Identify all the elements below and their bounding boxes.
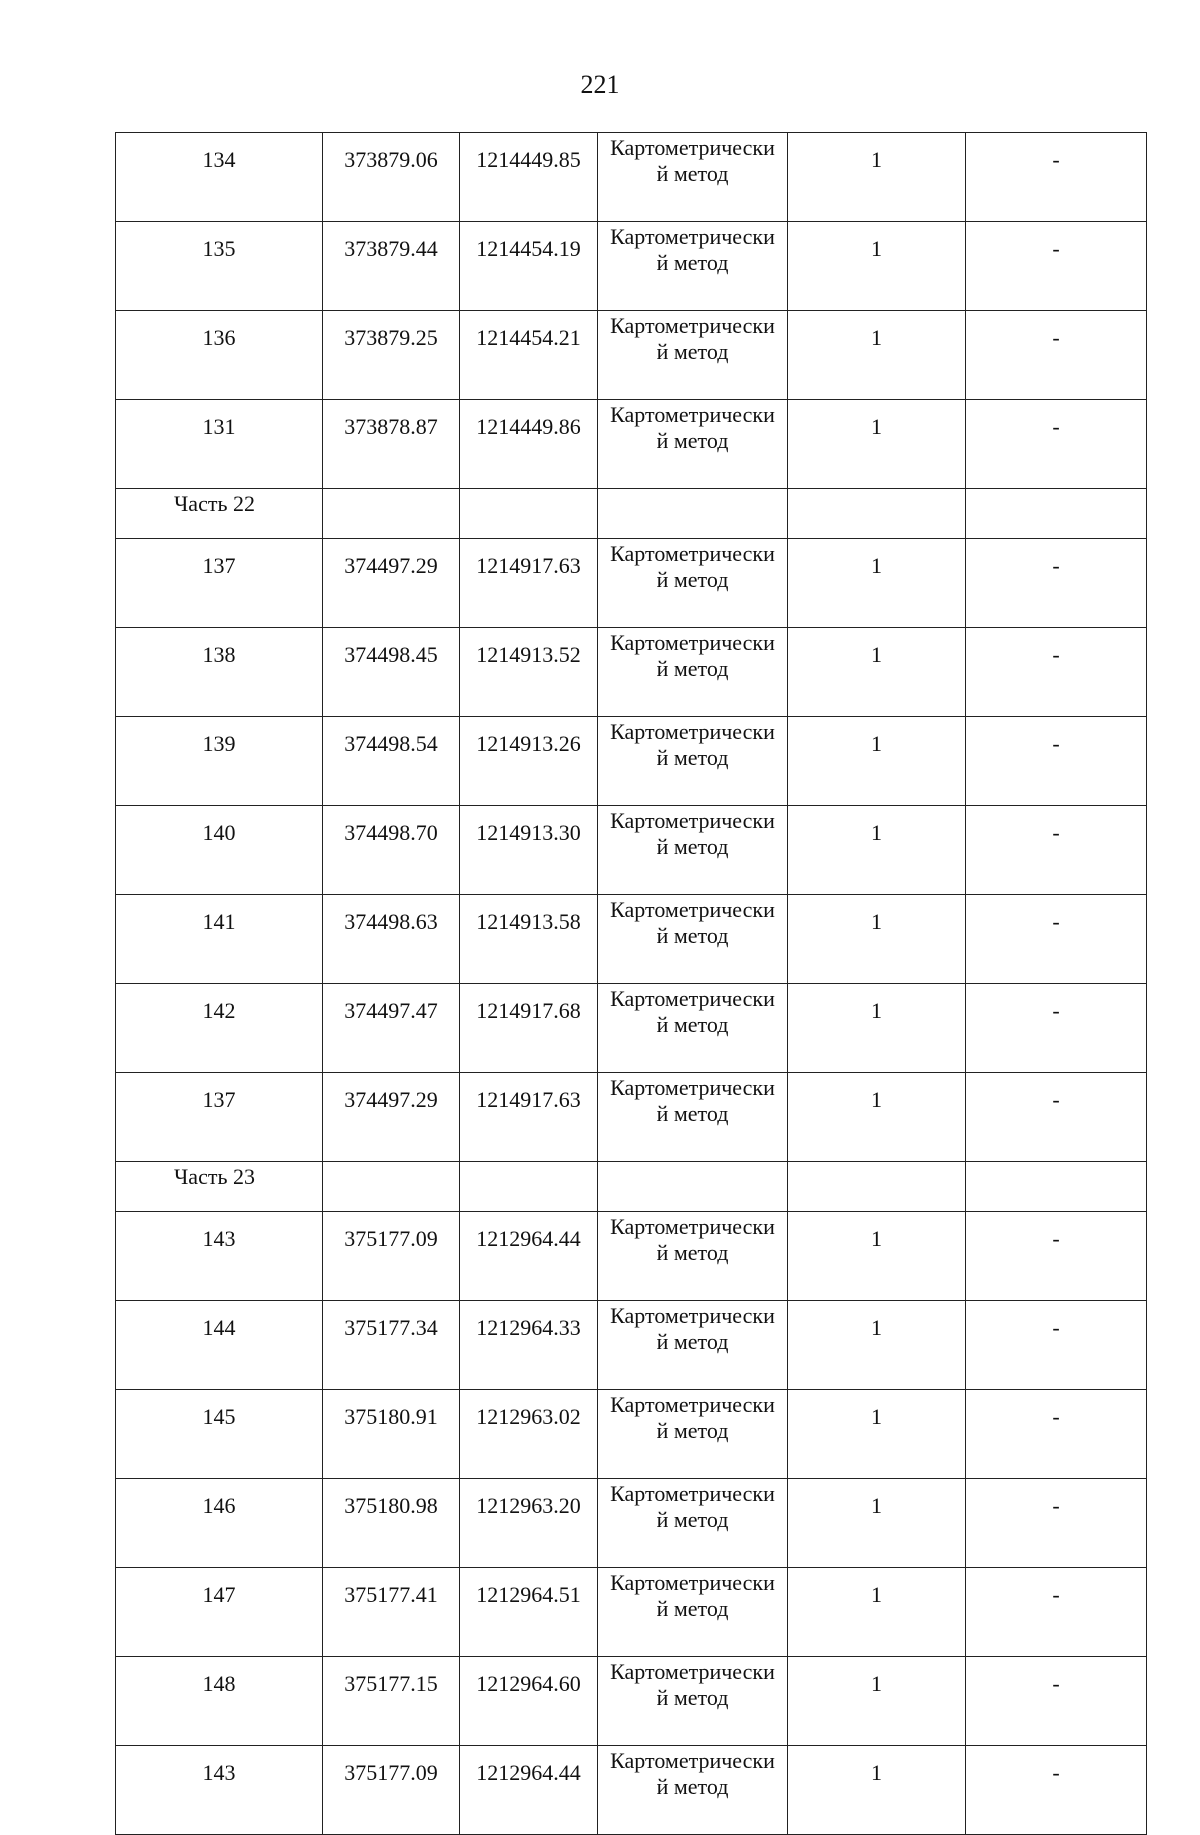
point-number-cell: 145	[116, 1390, 323, 1479]
point-number-cell: 146	[116, 1479, 323, 1568]
method-cell	[598, 717, 788, 806]
table-row	[116, 1390, 1147, 1479]
empty-cell	[460, 489, 598, 539]
note-cell: -	[966, 1568, 1147, 1657]
method-line-1: Картометрически	[610, 1075, 775, 1100]
y-coordinate-cell: 1212964.44	[460, 1746, 598, 1835]
method-cell	[598, 1568, 788, 1657]
point-number-cell: 147	[116, 1568, 323, 1657]
accuracy-cell: 1	[788, 1479, 966, 1568]
note-cell: -	[966, 1301, 1147, 1390]
method-line-1: Картометрически	[610, 402, 775, 427]
table-row	[116, 1301, 1147, 1390]
note-cell: -	[966, 1073, 1147, 1162]
table-row	[116, 628, 1147, 717]
note-cell: -	[966, 1479, 1147, 1568]
accuracy-cell: 1	[788, 1212, 966, 1301]
note-cell: -	[966, 222, 1147, 311]
point-number-cell: 131	[116, 400, 323, 489]
method-cell	[598, 1301, 788, 1390]
method-line-2: й метод	[656, 834, 729, 859]
method-line-1: Картометрически	[610, 1659, 775, 1684]
accuracy-cell: 1	[788, 400, 966, 489]
accuracy-cell: 1	[788, 1657, 966, 1746]
method-line-1: Картометрически	[610, 1481, 775, 1506]
y-coordinate-cell: 1214454.19	[460, 222, 598, 311]
method-line-1: Картометрически	[610, 630, 775, 655]
table-row	[116, 1073, 1147, 1162]
method-line-2: й метод	[656, 250, 729, 275]
method-cell	[598, 806, 788, 895]
method-line-2: й метод	[656, 1012, 729, 1037]
note-cell: -	[966, 806, 1147, 895]
note-cell: -	[966, 1212, 1147, 1301]
accuracy-cell: 1	[788, 806, 966, 895]
method-line-2: й метод	[656, 339, 729, 364]
part-label: Часть 22	[116, 489, 323, 539]
method-cell	[598, 984, 788, 1073]
note-cell: -	[966, 895, 1147, 984]
table-body	[116, 133, 1147, 1835]
point-number-cell: 140	[116, 806, 323, 895]
point-number-cell: 137	[116, 539, 323, 628]
table-row	[116, 400, 1147, 489]
method-line-2: й метод	[656, 1418, 729, 1443]
method-line-2: й метод	[656, 428, 729, 453]
y-coordinate-cell: 1212964.44	[460, 1212, 598, 1301]
x-coordinate-cell: 375177.09	[323, 1746, 460, 1835]
x-coordinate-cell: 375177.15	[323, 1657, 460, 1746]
method-cell	[598, 311, 788, 400]
accuracy-cell: 1	[788, 717, 966, 806]
method-cell	[598, 1073, 788, 1162]
accuracy-cell: 1	[788, 628, 966, 717]
y-coordinate-cell: 1214913.58	[460, 895, 598, 984]
accuracy-cell: 1	[788, 984, 966, 1073]
y-coordinate-cell: 1214454.21	[460, 311, 598, 400]
x-coordinate-cell: 374498.45	[323, 628, 460, 717]
method-cell	[598, 539, 788, 628]
y-coordinate-cell: 1212964.51	[460, 1568, 598, 1657]
accuracy-cell: 1	[788, 539, 966, 628]
table-row	[116, 311, 1147, 400]
table-row	[116, 1657, 1147, 1746]
y-coordinate-cell: 1214449.85	[460, 133, 598, 222]
method-line-1: Картометрически	[610, 1570, 775, 1595]
x-coordinate-cell: 373878.87	[323, 400, 460, 489]
note-cell: -	[966, 539, 1147, 628]
point-number-cell: 136	[116, 311, 323, 400]
part-header-row	[116, 1162, 1147, 1212]
method-line-1: Картометрически	[610, 135, 775, 160]
method-line-1: Картометрически	[610, 313, 775, 338]
point-number-cell: 143	[116, 1212, 323, 1301]
x-coordinate-cell: 373879.06	[323, 133, 460, 222]
note-cell: -	[966, 400, 1147, 489]
method-line-1: Картометрически	[610, 224, 775, 249]
note-cell: -	[966, 717, 1147, 806]
x-coordinate-cell: 375177.41	[323, 1568, 460, 1657]
point-number-cell: 144	[116, 1301, 323, 1390]
method-line-1: Картометрически	[610, 986, 775, 1011]
y-coordinate-cell: 1212964.33	[460, 1301, 598, 1390]
table-row	[116, 717, 1147, 806]
point-number-cell: 137	[116, 1073, 323, 1162]
method-line-2: й метод	[656, 1685, 729, 1710]
note-cell: -	[966, 311, 1147, 400]
method-line-2: й метод	[656, 161, 729, 186]
note-cell: -	[966, 984, 1147, 1073]
y-coordinate-cell: 1214913.30	[460, 806, 598, 895]
part-header-row	[116, 489, 1147, 539]
method-line-2: й метод	[656, 1507, 729, 1532]
accuracy-cell: 1	[788, 133, 966, 222]
method-line-1: Картометрически	[610, 897, 775, 922]
y-coordinate-cell: 1214917.63	[460, 1073, 598, 1162]
note-cell: -	[966, 133, 1147, 222]
accuracy-cell: 1	[788, 1568, 966, 1657]
x-coordinate-cell: 374498.63	[323, 895, 460, 984]
method-line-1: Картометрически	[610, 808, 775, 833]
x-coordinate-cell: 374497.29	[323, 1073, 460, 1162]
method-line-2: й метод	[656, 745, 729, 770]
y-coordinate-cell: 1214449.86	[460, 400, 598, 489]
method-line-1: Картометрически	[610, 1303, 775, 1328]
note-cell: -	[966, 1657, 1147, 1746]
y-coordinate-cell: 1212963.20	[460, 1479, 598, 1568]
x-coordinate-cell: 375180.91	[323, 1390, 460, 1479]
table-row	[116, 222, 1147, 311]
empty-cell	[966, 1162, 1147, 1212]
note-cell: -	[966, 1390, 1147, 1479]
method-cell	[598, 628, 788, 717]
table-row	[116, 133, 1147, 222]
table-row	[116, 984, 1147, 1073]
x-coordinate-cell: 373879.44	[323, 222, 460, 311]
empty-cell	[788, 1162, 966, 1212]
y-coordinate-cell: 1212963.02	[460, 1390, 598, 1479]
empty-cell	[323, 489, 460, 539]
note-cell: -	[966, 1746, 1147, 1835]
point-number-cell: 148	[116, 1657, 323, 1746]
accuracy-cell: 1	[788, 1746, 966, 1835]
point-number-cell: 135	[116, 222, 323, 311]
empty-cell	[598, 1162, 788, 1212]
method-line-2: й метод	[656, 1329, 729, 1354]
accuracy-cell: 1	[788, 1390, 966, 1479]
part-label: Часть 23	[116, 1162, 323, 1212]
table-row	[116, 1568, 1147, 1657]
note-cell: -	[966, 628, 1147, 717]
y-coordinate-cell: 1214917.63	[460, 539, 598, 628]
x-coordinate-cell: 374498.70	[323, 806, 460, 895]
empty-cell	[460, 1162, 598, 1212]
accuracy-cell: 1	[788, 1073, 966, 1162]
method-cell	[598, 1212, 788, 1301]
method-cell	[598, 1479, 788, 1568]
table-row	[116, 806, 1147, 895]
empty-cell	[788, 489, 966, 539]
accuracy-cell: 1	[788, 895, 966, 984]
y-coordinate-cell: 1214913.52	[460, 628, 598, 717]
method-cell	[598, 1746, 788, 1835]
method-line-2: й метод	[656, 656, 729, 681]
method-line-2: й метод	[656, 923, 729, 948]
x-coordinate-cell: 375180.98	[323, 1479, 460, 1568]
method-cell	[598, 1390, 788, 1479]
empty-cell	[966, 489, 1147, 539]
y-coordinate-cell: 1212964.60	[460, 1657, 598, 1746]
y-coordinate-cell: 1214917.68	[460, 984, 598, 1073]
y-coordinate-cell: 1214913.26	[460, 717, 598, 806]
method-line-1: Картометрически	[610, 719, 775, 744]
x-coordinate-cell: 375177.34	[323, 1301, 460, 1390]
x-coordinate-cell: 374497.29	[323, 539, 460, 628]
method-line-2: й метод	[656, 567, 729, 592]
empty-cell	[323, 1162, 460, 1212]
table-row	[116, 1479, 1147, 1568]
table-row	[116, 1746, 1147, 1835]
method-line-2: й метод	[656, 1774, 729, 1799]
accuracy-cell: 1	[788, 222, 966, 311]
method-cell	[598, 895, 788, 984]
table-row	[116, 895, 1147, 984]
accuracy-cell: 1	[788, 1301, 966, 1390]
method-line-2: й метод	[656, 1596, 729, 1621]
point-number-cell: 138	[116, 628, 323, 717]
x-coordinate-cell: 374498.54	[323, 717, 460, 806]
x-coordinate-cell: 373879.25	[323, 311, 460, 400]
method-cell	[598, 1657, 788, 1746]
method-line-1: Картометрически	[610, 541, 775, 566]
page-number: 221	[580, 70, 620, 99]
method-line-1: Картометрически	[610, 1748, 775, 1773]
method-cell	[598, 400, 788, 489]
x-coordinate-cell: 375177.09	[323, 1212, 460, 1301]
method-line-1: Картометрически	[610, 1392, 775, 1417]
point-number-cell: 143	[116, 1746, 323, 1835]
method-cell	[598, 222, 788, 311]
point-number-cell: 141	[116, 895, 323, 984]
table-row	[116, 539, 1147, 628]
empty-cell	[598, 489, 788, 539]
coordinates-table	[115, 132, 1147, 1835]
method-cell	[598, 133, 788, 222]
point-number-cell: 139	[116, 717, 323, 806]
method-line-2: й метод	[656, 1240, 729, 1265]
accuracy-cell: 1	[788, 311, 966, 400]
method-line-2: й метод	[656, 1101, 729, 1126]
point-number-cell: 142	[116, 984, 323, 1073]
method-line-1: Картометрически	[610, 1214, 775, 1239]
x-coordinate-cell: 374497.47	[323, 984, 460, 1073]
table-row	[116, 1212, 1147, 1301]
point-number-cell: 134	[116, 133, 323, 222]
